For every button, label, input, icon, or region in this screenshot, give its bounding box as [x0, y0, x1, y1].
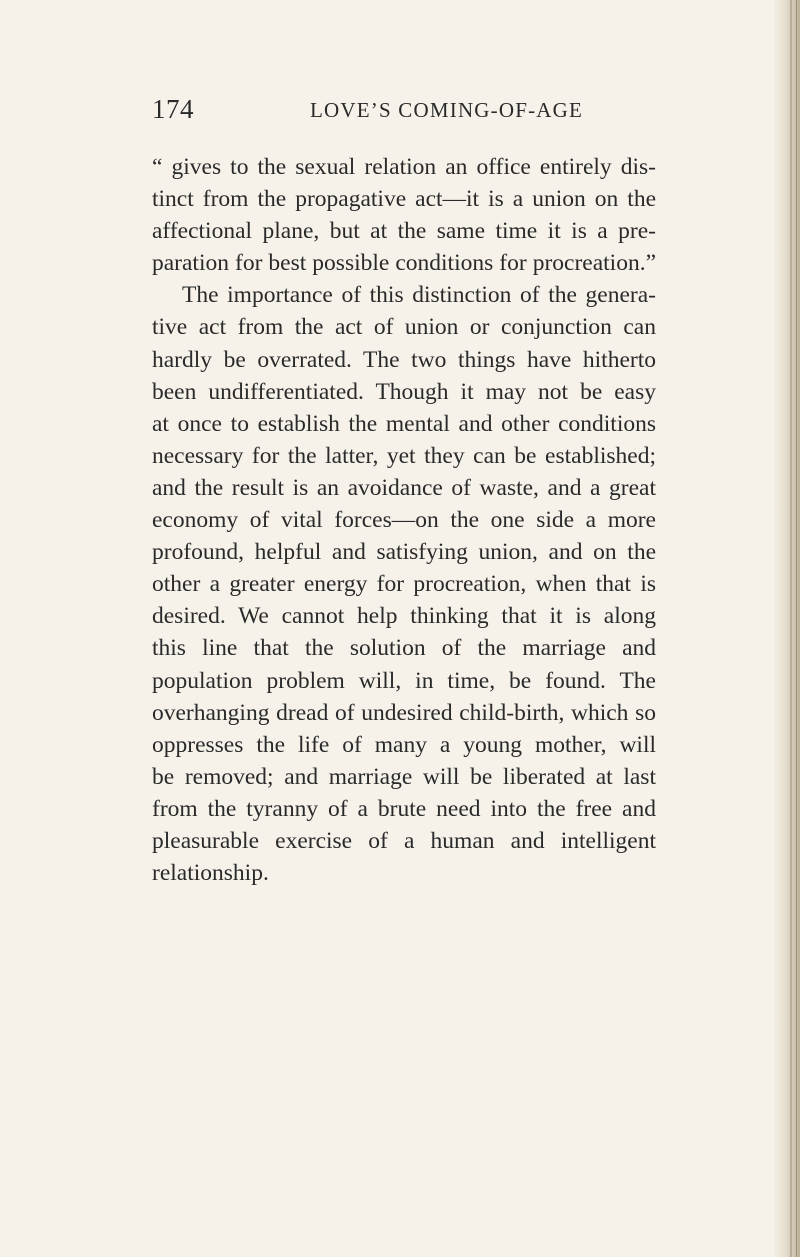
- body-text: [152, 151, 656, 889]
- text-line: paration for best possible conditions for procreation.”: [152, 250, 656, 277]
- page-edge-line-outer: [796, 0, 797, 1257]
- text-line: and the result is an avoidance of waste, and a great: [152, 474, 656, 501]
- text-line: affectional plane, but at the same time it is a pre-: [152, 218, 656, 245]
- text-line: desired. We cannot help thinking that it is along: [152, 603, 656, 630]
- page-number: 174: [152, 94, 194, 124]
- text-line: overhanging dread of undesired child-birth, which so: [152, 699, 656, 726]
- page-edge-line: [790, 0, 792, 1257]
- text-line: be removed; and marriage will be liberated at last: [152, 763, 656, 790]
- text-line: been undifferentiated. Though it may not be easy: [152, 378, 656, 405]
- text-line: population problem will, in time, be found. The: [152, 667, 656, 694]
- text-line: this line that the solution of the marriage and: [152, 635, 656, 662]
- running-title: LOVE’S COMING-OF-AGE: [310, 98, 584, 122]
- text-line: necessary for the latter, yet they can be established;: [152, 442, 656, 469]
- text-line: hardly be overrated. The two things have hitherto: [152, 346, 656, 373]
- text-line: economy of vital forces—on the one side a more: [152, 507, 656, 534]
- text-line: from the tyranny of a brute need into the free and: [152, 795, 656, 822]
- running-head: [152, 84, 662, 124]
- text-line: profound, helpful and satisfying union, and on the: [152, 539, 656, 566]
- text-line: “ gives to the sexual relation an office entirely dis-: [152, 154, 656, 180]
- text-line: other a greater energy for procreation, when that is: [152, 571, 656, 598]
- text-line: tinct from the propagative act—it is a union on the: [152, 186, 656, 213]
- text-line: relationship.: [152, 860, 269, 887]
- text-line: oppresses the life of many a young mother, will: [152, 731, 656, 758]
- text-line: pleasurable exercise of a human and intelligent: [152, 827, 656, 854]
- text-line: at once to establish the mental and other conditions: [152, 410, 656, 437]
- text-line: tive act from the act of union or conjunction can: [152, 314, 656, 341]
- text-line: The importance of this distinction of the genera-: [182, 282, 656, 309]
